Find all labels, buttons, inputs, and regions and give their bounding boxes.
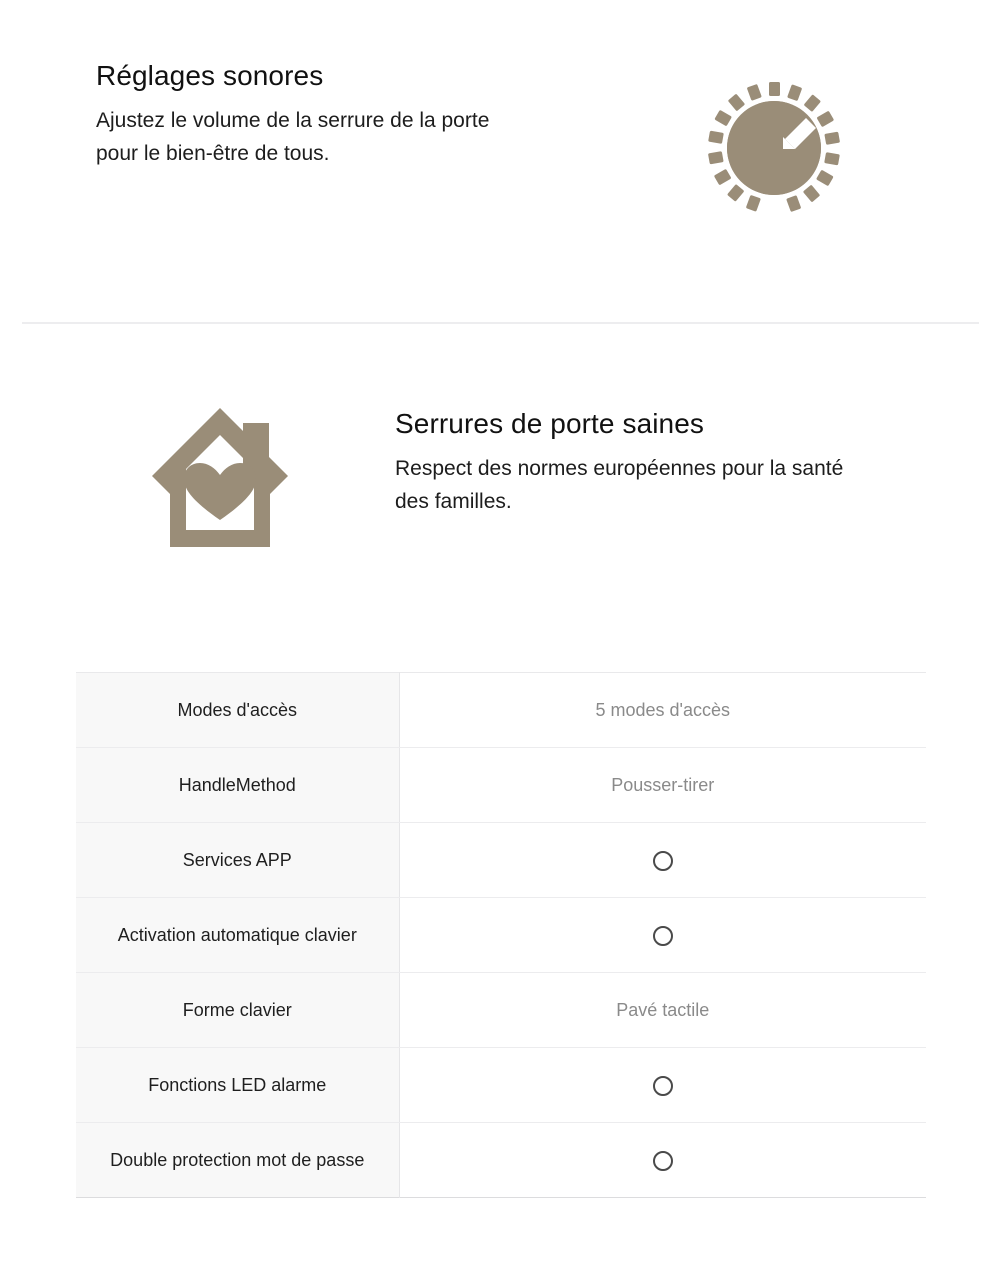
sound-settings-heading: Réglages sonores: [96, 60, 324, 91]
circle-ring-icon: [653, 1151, 673, 1171]
table-row: [76, 823, 926, 898]
spec-value-cell: [399, 898, 926, 973]
spec-value-cell: Pousser-tirer: [399, 748, 926, 823]
spec-label-cell: Modes d'accès: [76, 673, 399, 748]
spec-label-cell: Services APP: [76, 823, 399, 898]
table-row: [76, 973, 926, 1048]
spec-label-cell: Forme clavier: [76, 973, 399, 1048]
sound-settings-section: [0, 0, 1001, 322]
sound-settings-copy: [96, 58, 526, 170]
spec-label-cell: Fonctions LED alarme: [76, 1048, 399, 1123]
healthy-locks-section: [0, 322, 1001, 598]
spec-value-cell: Pavé tactile: [399, 973, 926, 1048]
spec-value-cell: [399, 823, 926, 898]
specification-table-body: [76, 673, 926, 1198]
table-row: [76, 1123, 926, 1198]
specification-table: [76, 672, 926, 1198]
healthy-locks-copy: [395, 406, 875, 518]
spec-value-cell: [399, 1048, 926, 1123]
spec-value-cell: [399, 1123, 926, 1198]
spec-label-cell: HandleMethod: [76, 748, 399, 823]
table-row: [76, 898, 926, 973]
healthy-locks-heading: Serrures de porte saines: [395, 408, 705, 439]
circle-ring-icon: [653, 926, 673, 946]
circle-ring-icon: [653, 851, 673, 871]
spec-label-cell: Double protection mot de passe: [76, 1123, 399, 1198]
healthy-locks-body: Respect des normes européennes pour la santé des familles.: [395, 457, 844, 513]
table-row: [76, 673, 926, 748]
volume-knob-icon: [699, 80, 849, 225]
house-heart-icon: [150, 402, 290, 557]
circle-ring-icon: [653, 1076, 673, 1096]
spec-label-cell: Activation automatique clavier: [76, 898, 399, 973]
table-row: [76, 1048, 926, 1123]
sound-settings-body: Ajustez le volume de la serrure de la porte pour le bien-être de tous.: [96, 109, 490, 165]
spec-value-cell: 5 modes d'accès: [399, 673, 926, 748]
table-row: [76, 748, 926, 823]
